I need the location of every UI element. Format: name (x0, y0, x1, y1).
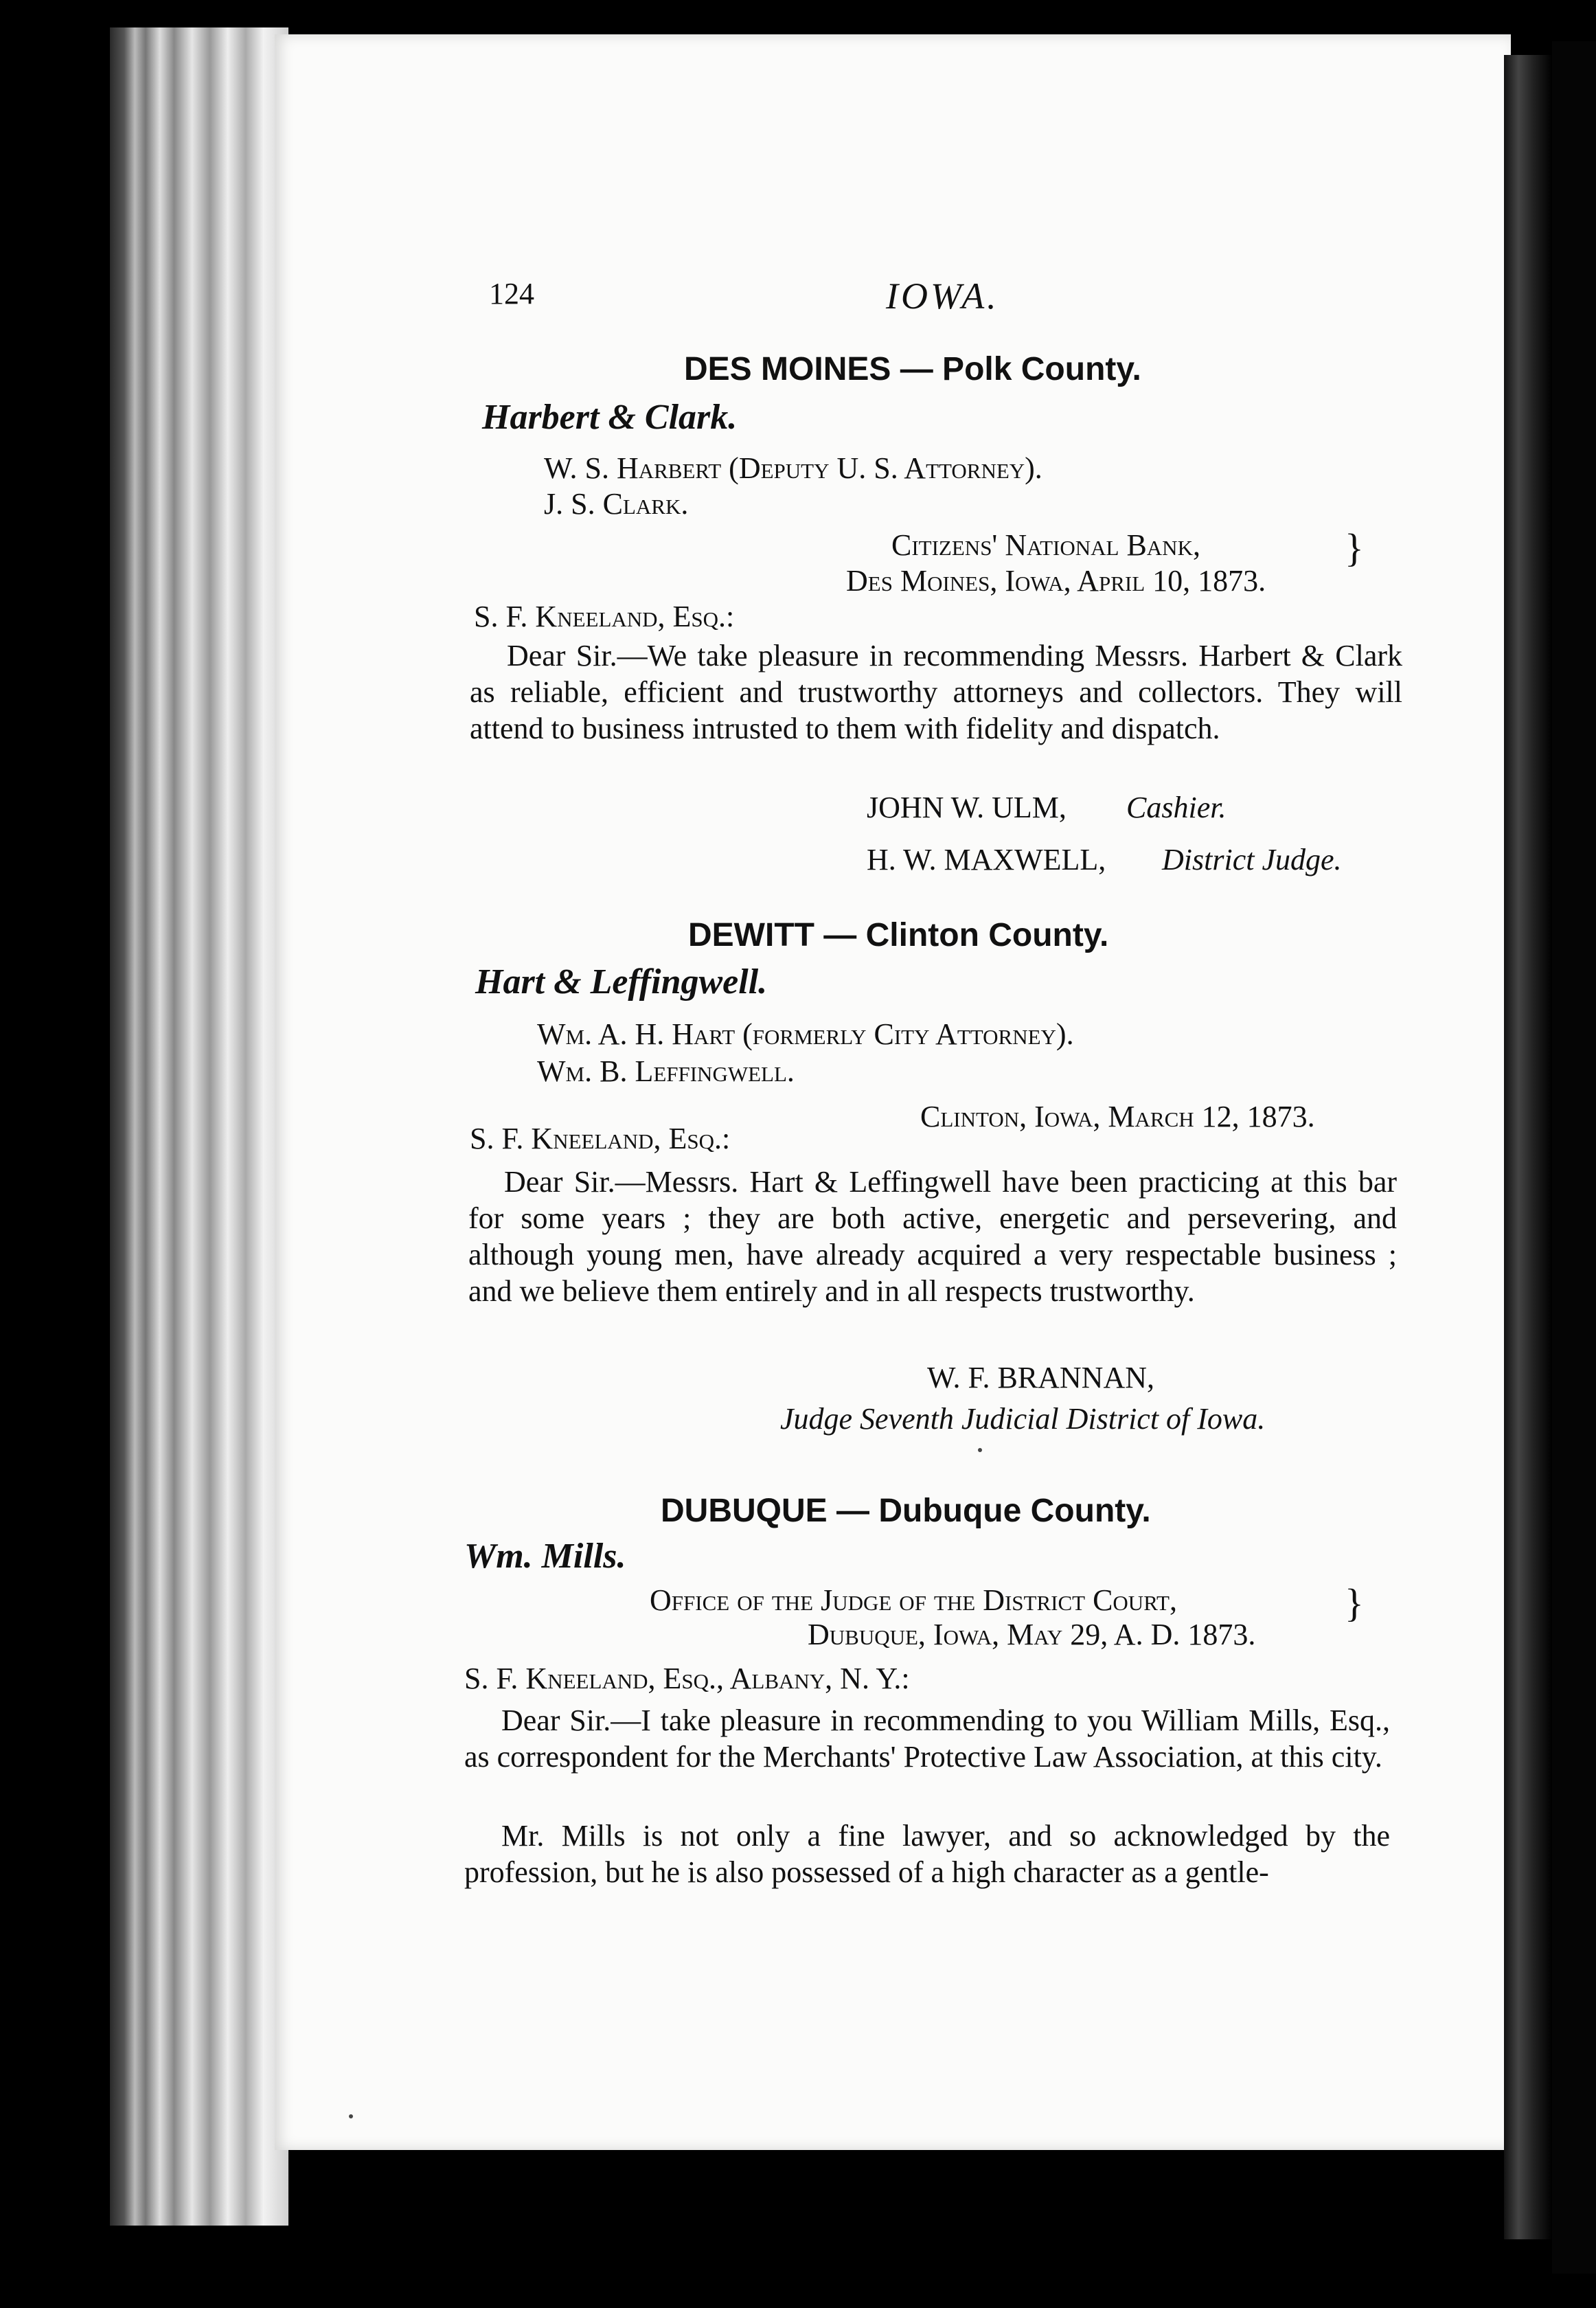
salutation: S. F. Kneeland, Esq., Albany, N. Y.: (464, 1662, 910, 1695)
firm-name-hart-leffingwell: Hart & Leffingwell. (475, 962, 768, 1002)
firm-name-harbert-clark: Harbert & Clark. (482, 398, 738, 437)
print-speck (978, 1448, 982, 1452)
letter-place: Citizens' National Bank, (891, 528, 1200, 562)
letter-place-date: Dubuque, Iowa, May 29, A. D. 1873. (808, 1618, 1256, 1651)
signature-title: District Judge. (1162, 843, 1342, 876)
print-speck (349, 2114, 353, 2118)
signature-name: H. W. MAXWELL, (867, 843, 1106, 876)
letter-place-date: Des Moines, Iowa, April 10, 1873. (846, 564, 1266, 598)
signature-name: JOHN W. ULM, (867, 791, 1067, 824)
page-number: 124 (489, 277, 534, 310)
firm-member: Wm. B. Leffingwell. (537, 1054, 795, 1088)
brace-mark: } (1345, 525, 1364, 570)
salutation: S. F. Kneeland, Esq.: (474, 600, 735, 633)
letter-place-date: Clinton, Iowa, March 12, 1873. (920, 1100, 1315, 1133)
brace-mark: } (1345, 1581, 1364, 1625)
running-head: IOWA. (886, 275, 999, 317)
section-heading-dewitt: DEWITT — Clinton County. (688, 917, 1109, 953)
letter-body: Dear Sir.—We take pleasure in recommending Messrs. Harbert & Clark as reliable, efficient and trustworthy attorneys and collectors. They will attend to business intrusted to them with fidelity and dispatch. (470, 639, 1402, 745)
letter-body: Mr. Mills is not only a fine lawyer, and so acknowledged by the profession, but he is also possessed of a high character as a gentle- (464, 1819, 1390, 1889)
firm-member: Wm. A. H. Hart (formerly City Attorney). (537, 1017, 1074, 1051)
letter-place: Office of the Judge of the District Court, (650, 1583, 1177, 1617)
signature-name: W. F. BRANNAN, (927, 1361, 1155, 1394)
letter-body: Dear Sir.—Messrs. Hart & Leffingwell have been practicing at this bar for some years ; they are both active, energetic and persevering, and although young men, have already acquired a very respectable business ; and we believe them entirely and in all respects trustworthy. (468, 1165, 1397, 1308)
letter-body: Dear Sir.—I take pleasure in recommending to you William Mills, Esq., as correspondent for the Merchants' Protective Law Association, at this city. (464, 1704, 1390, 1774)
signature-title: Cashier. (1126, 791, 1227, 824)
section-heading-des-moines: DES MOINES — Polk County. (684, 351, 1141, 387)
section-heading-dubuque: DUBUQUE — Dubuque County. (661, 1493, 1151, 1529)
firm-member: J. S. Clark. (544, 487, 689, 521)
salutation: S. F. Kneeland, Esq.: (470, 1122, 731, 1155)
firm-name-wm-mills: Wm. Mills. (464, 1537, 626, 1576)
signature-title: Judge Seventh Judicial District of Iowa. (780, 1402, 1266, 1436)
firm-member: W. S. Harbert (Deputy U. S. Attorney). (544, 451, 1042, 485)
